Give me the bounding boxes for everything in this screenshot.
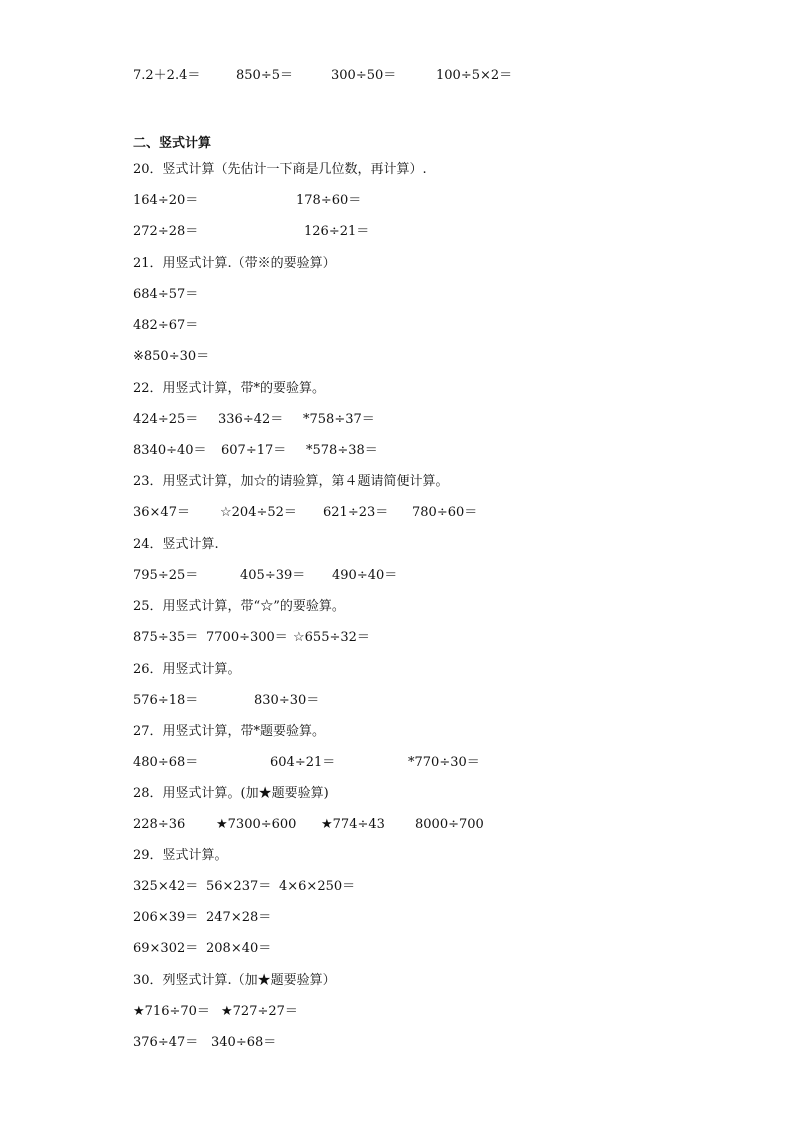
calculation-problem: 490÷40＝ bbox=[332, 568, 398, 583]
calculation-problem: 7.2＋2.4＝ bbox=[133, 68, 201, 83]
question-title-line bbox=[0, 722, 794, 742]
problem-row bbox=[0, 566, 794, 586]
problem-row bbox=[0, 628, 794, 648]
calculation-problem: ☆204÷52＝ bbox=[220, 505, 297, 520]
calculation-problem: 100÷5×2＝ bbox=[436, 68, 513, 83]
question-title: 30．列竖式计算.（加★题要验算） bbox=[133, 973, 336, 988]
calculation-problem: 8000÷700 bbox=[415, 817, 484, 832]
problem-row bbox=[0, 503, 794, 523]
problem-row bbox=[0, 191, 794, 211]
question-title-line bbox=[0, 597, 794, 617]
calculation-problem: 875÷35＝ bbox=[133, 630, 199, 645]
problem-row bbox=[0, 908, 794, 928]
calculation-problem: 206×39＝ bbox=[133, 910, 199, 925]
calculation-problem: 405÷39＝ bbox=[240, 568, 306, 583]
problem-row bbox=[0, 316, 794, 336]
calculation-problem: 830÷30＝ bbox=[254, 693, 320, 708]
question-title-line bbox=[0, 160, 794, 180]
calculation-problem: 69×302＝ bbox=[133, 941, 199, 956]
question-title-line bbox=[0, 846, 794, 866]
calculation-problem: *758÷37＝ bbox=[303, 412, 375, 427]
calculation-problem: 325×42＝ bbox=[133, 879, 199, 894]
calculation-problem: ★716÷70＝ bbox=[133, 1004, 210, 1019]
section-title: 二、竖式计算 bbox=[133, 136, 212, 151]
problem-row bbox=[0, 1002, 794, 1022]
problem-row bbox=[0, 285, 794, 305]
calculation-problem: 56×237＝ bbox=[206, 879, 272, 894]
calculation-problem: 607÷17＝ bbox=[221, 443, 287, 458]
question-title-line bbox=[0, 379, 794, 399]
calculation-problem: 604÷21＝ bbox=[270, 755, 336, 770]
calculation-problem: 482÷67＝ bbox=[133, 318, 199, 333]
calculation-problem: ☆655÷32＝ bbox=[293, 630, 370, 645]
problem-row bbox=[0, 347, 794, 367]
calculation-problem: 340÷68＝ bbox=[211, 1035, 277, 1050]
question-title: 28．用竖式计算。(加★题要验算) bbox=[133, 786, 329, 801]
section-heading bbox=[0, 134, 794, 154]
question-title: 25．用竖式计算，带“☆”的要验算。 bbox=[133, 599, 345, 614]
calculation-problem: 780÷60＝ bbox=[412, 505, 478, 520]
calculation-problem: 36×47＝ bbox=[133, 505, 190, 520]
problem-row bbox=[0, 877, 794, 897]
question-title: 29．竖式计算。 bbox=[133, 848, 228, 863]
calculation-problem: ★7300÷600 bbox=[216, 817, 297, 832]
calculation-problem: ★727÷27＝ bbox=[221, 1004, 298, 1019]
calculation-problem: 576÷18＝ bbox=[133, 693, 199, 708]
question-title-line bbox=[0, 971, 794, 991]
calculation-problem: 376÷47＝ bbox=[133, 1035, 199, 1050]
question-title: 26．用竖式计算。 bbox=[133, 662, 241, 677]
problem-row bbox=[0, 441, 794, 461]
problem-row bbox=[0, 691, 794, 711]
question-title-line bbox=[0, 254, 794, 274]
question-title-line bbox=[0, 535, 794, 555]
calculation-problem: *770÷30＝ bbox=[408, 755, 480, 770]
calculation-problem: 8340÷40＝ bbox=[133, 443, 207, 458]
problem-row bbox=[0, 753, 794, 773]
problem-row bbox=[0, 815, 794, 835]
question-title: 24．竖式计算. bbox=[133, 537, 219, 552]
calculation-problem: 850÷5＝ bbox=[236, 68, 293, 83]
question-title: 21．用竖式计算.（带※的要验算） bbox=[133, 256, 336, 271]
problem-row bbox=[0, 410, 794, 430]
problem-row bbox=[0, 222, 794, 242]
calculation-problem: 272÷28＝ bbox=[133, 224, 199, 239]
calculation-problem: 178÷60＝ bbox=[296, 193, 362, 208]
calculation-problem: 164÷20＝ bbox=[133, 193, 199, 208]
calculation-problem: 300÷50＝ bbox=[331, 68, 397, 83]
problem-row bbox=[0, 939, 794, 959]
question-title-line bbox=[0, 660, 794, 680]
question-title-line bbox=[0, 472, 794, 492]
calculation-problem: 684÷57＝ bbox=[133, 287, 199, 302]
calculation-problem: 424÷25＝ bbox=[133, 412, 199, 427]
calculation-problem: 621÷23＝ bbox=[323, 505, 389, 520]
calculation-problem: ※850÷30＝ bbox=[133, 349, 210, 364]
calculation-problem: 4×6×250＝ bbox=[279, 879, 356, 894]
question-title-line bbox=[0, 784, 794, 804]
calculation-problem: 336÷42＝ bbox=[218, 412, 284, 427]
calculation-problem: 126÷21＝ bbox=[304, 224, 370, 239]
calculation-problem: 228÷36 bbox=[133, 817, 186, 832]
question-title: 20．竖式计算（先估计一下商是几位数，再计算）. bbox=[133, 162, 427, 177]
calculation-problem: 247×28＝ bbox=[206, 910, 272, 925]
question-title: 22．用竖式计算，带*的要验算。 bbox=[133, 381, 326, 396]
calculation-problem: ★774÷43 bbox=[321, 817, 385, 832]
calculation-problem: *578÷38＝ bbox=[306, 443, 378, 458]
problem-row bbox=[0, 1033, 794, 1053]
calculation-problem: 208×40＝ bbox=[206, 941, 272, 956]
question-title: 23．用竖式计算，加☆的请验算，第４题请简便计算。 bbox=[133, 474, 449, 489]
calculation-problem: 7700÷300＝ bbox=[206, 630, 288, 645]
question-title: 27．用竖式计算，带*题要验算。 bbox=[133, 724, 326, 739]
top-calculation-row bbox=[0, 66, 794, 86]
calculation-problem: 480÷68＝ bbox=[133, 755, 199, 770]
calculation-problem: 795÷25＝ bbox=[133, 568, 199, 583]
